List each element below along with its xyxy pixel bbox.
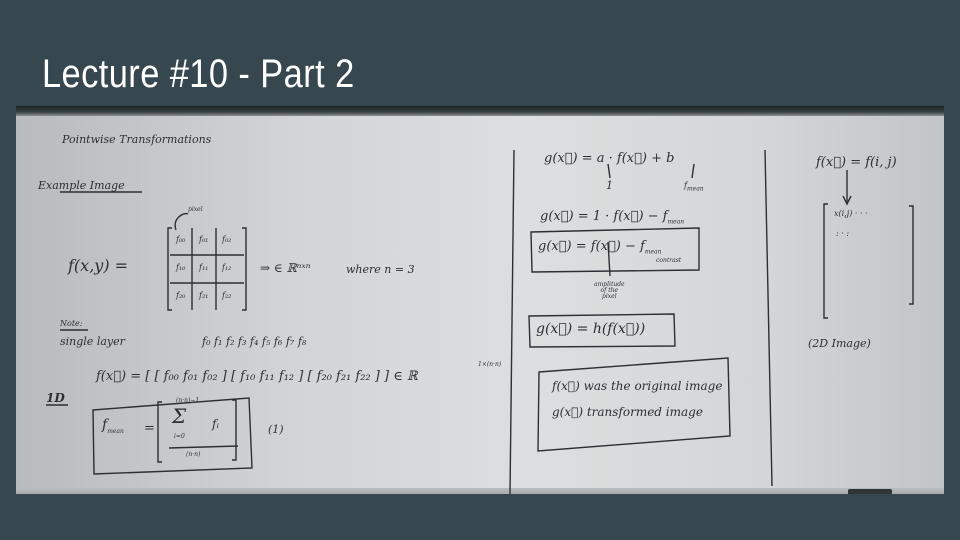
equation-number: (1) <box>268 423 284 436</box>
image-caption: (2D Image) <box>808 337 871 350</box>
function-lhs: f(x,y) = <box>68 256 129 275</box>
divider-line-middle <box>510 150 514 494</box>
matrix-cell-01: f₀₁ <box>199 235 209 244</box>
sum-upper-limit: (n·n)−1 <box>176 397 200 404</box>
sum-symbol: Σ <box>172 404 187 428</box>
annotation-arrow-b <box>692 164 694 178</box>
h-transform-equation: g(x⃗) = h(f(x⃗)) <box>536 321 646 337</box>
fmean-left-bracket <box>158 402 162 462</box>
fmean-lhs: $f_{mean}$ <box>102 417 124 435</box>
matrix-cell-10: f₁₀ <box>176 263 186 272</box>
matrix-cell-20: f₂₀ <box>176 291 186 300</box>
board-subheading: Example Image <box>38 179 125 192</box>
sum-lower-limit: i=0 <box>174 433 185 440</box>
legend-line-2: g(x⃗) transformed image <box>552 405 703 419</box>
sum-term: fᵢ <box>212 417 219 431</box>
image-matrix-dots: : · : <box>836 229 850 238</box>
vector-equation: f(x⃗) = [ [ f₀₀ f₀₁ f₀₂ ] [ f₁₀ f₁₁ f₁₂ ] [ f₂₀ f₂₁ f₂₂ ] ] ∈ ℝ <box>96 369 418 384</box>
whiteboard-strokes <box>16 106 944 494</box>
note-label: Note: <box>60 319 83 328</box>
matrix-right-bracket <box>242 228 246 310</box>
slide-title: Lecture #10 - Part 2 <box>42 52 355 96</box>
fmean-right-bracket <box>232 400 236 460</box>
amplitude-note: amplitude of the pixel <box>594 281 625 300</box>
divider-line-right <box>765 150 772 486</box>
note-text: single layer <box>60 335 125 348</box>
fmean-equals: = <box>144 421 155 436</box>
where-clause: where n = 3 <box>346 263 415 276</box>
mean-subtract-equation: g(x⃗) = 1 · f(x⃗) − $f_{mean}$ <box>540 209 685 226</box>
matrix-cell-22: f₂₂ <box>222 291 232 300</box>
image-index-equation: f(x⃗) = f(i, j) <box>816 155 897 170</box>
pixel-arrow <box>175 214 188 230</box>
matrix-cell-00: f₀₀ <box>176 235 186 244</box>
matrix-cell-02: f₀₂ <box>222 235 232 244</box>
image-matrix-left-bracket <box>824 204 828 318</box>
annotation-b: $f_{mean}$ <box>684 181 704 193</box>
gain-bias-equation: g(x⃗) = a · f(x⃗) + b <box>544 151 675 166</box>
image-matrix-right-bracket <box>909 206 913 304</box>
board-heading: Pointwise Transformations <box>62 133 212 146</box>
matrix-left-bracket <box>168 228 172 310</box>
pixel-annotation: pixel <box>188 206 203 213</box>
matrix-cell-11: f₁₁ <box>199 263 209 272</box>
membership: ⇒ ∈ ℝⁿˣⁿ <box>260 261 311 275</box>
legend-line-1: f(x⃗) was the original image <box>552 379 723 393</box>
contrast-annotation: contrast <box>656 257 682 264</box>
annotation-a: 1 <box>606 179 613 192</box>
flat-indices: f₀ f₁ f₂ f₃ f₄ f₅ f₆ f₇ f₈ <box>202 335 307 348</box>
whiteboard-photo <box>16 106 944 494</box>
matrix-cell-21: f₂₁ <box>199 291 209 300</box>
matrix-cell-12: f₁₂ <box>222 263 232 272</box>
sum-denominator: (n·n) <box>186 451 201 458</box>
contrast-equation: g(x⃗) = f(x⃗) − $f_{mean}$ <box>538 239 662 256</box>
fraction-bar <box>169 446 238 448</box>
image-matrix-entry: x(i,j) · · · <box>834 209 868 218</box>
vector-superscript: 1×(n·n) <box>478 361 502 368</box>
annotation-arrow-a <box>608 164 610 178</box>
one-d-label: 1D <box>46 391 65 405</box>
